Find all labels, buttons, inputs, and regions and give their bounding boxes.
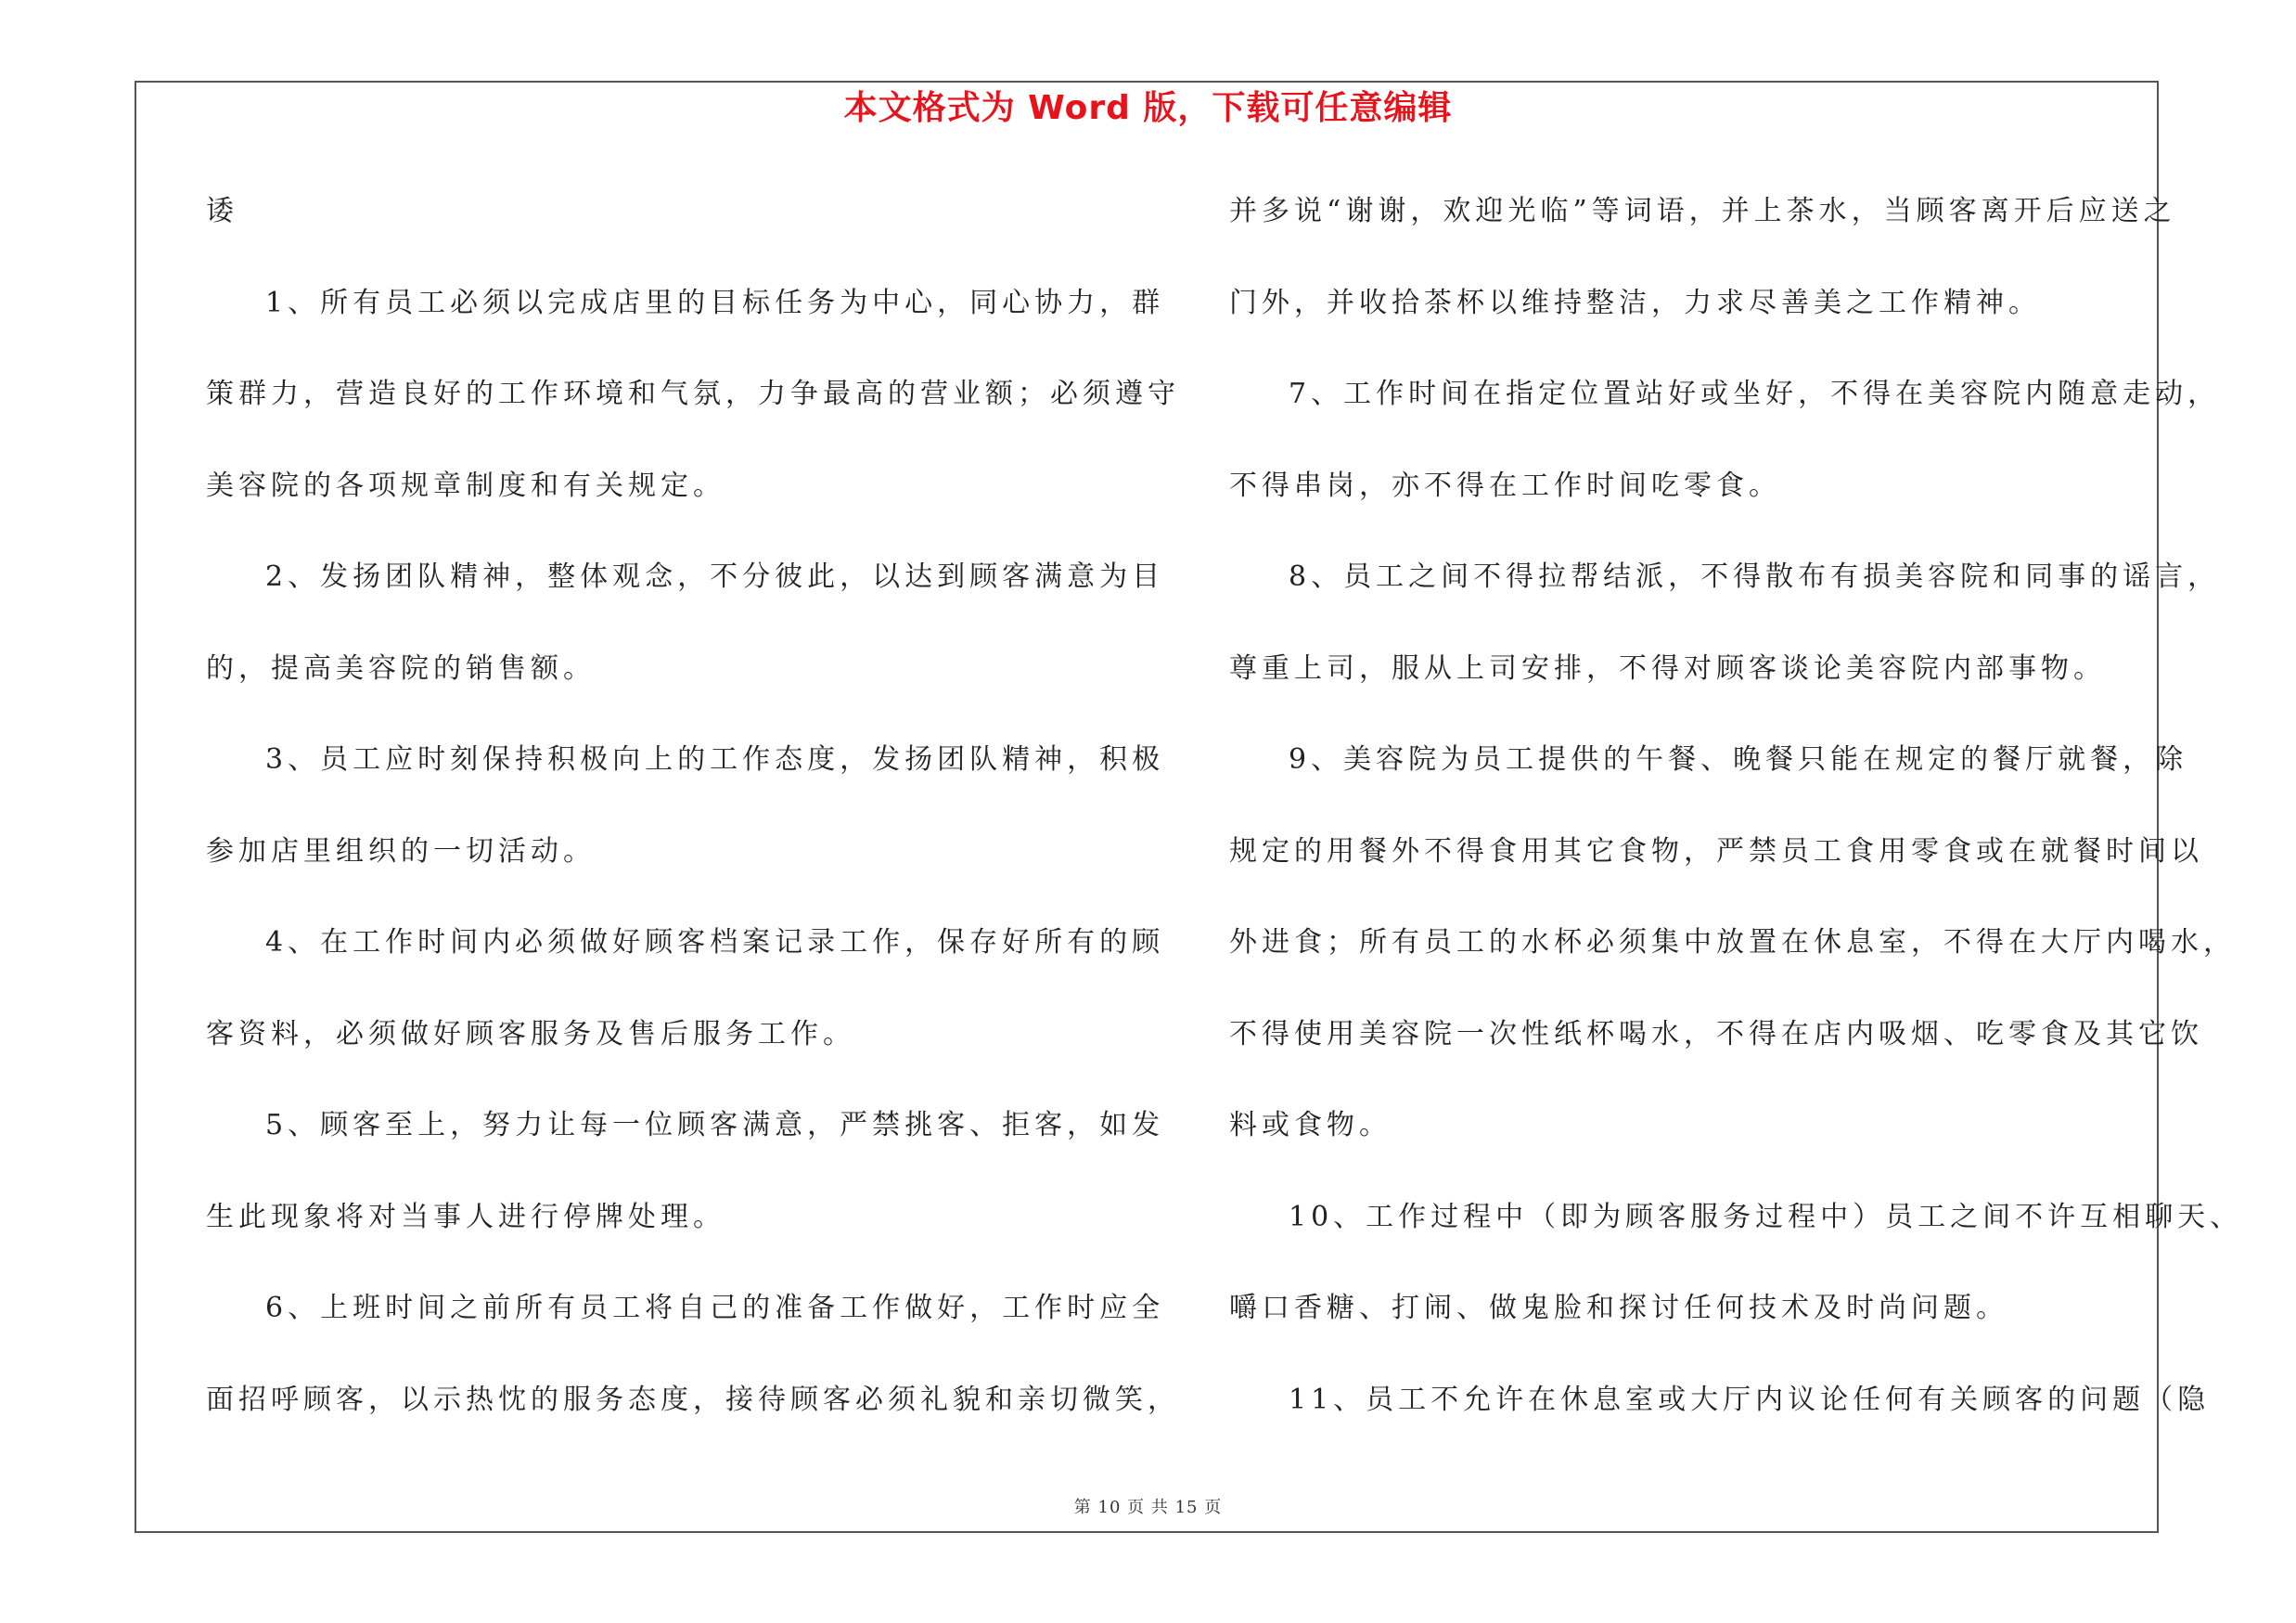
left-line: 策群力，营造良好的工作环境和气氛，力争最高的营业额；必须遵守 (206, 378, 1180, 410)
left-line: 5、顾客至上，努力让每一位顾客满意，严禁挑客、拒客，如发 (265, 1109, 1165, 1141)
right-line: 不得串岗，亦不得在工作时间吃零食。 (1229, 469, 1781, 502)
left-line: 4、在工作时间内必须做好顾客档案记录工作，保存好所有的顾 (265, 926, 1165, 959)
right-line: 规定的用餐外不得食用其它食物，严禁员工食用零食或在就餐时间以 (1229, 834, 2203, 868)
right-line: 10、工作过程中（即为顾客服务过程中）员工之间不许互相聊天、 (1289, 1200, 2243, 1233)
left-text-column (206, 184, 1180, 1463)
left-line: 面招呼顾客，以示热忱的服务态度，接待顾客必须礼貌和亲切微笑， (206, 1383, 1180, 1416)
right-line: 11、员工不允许在休息室或大厅内议论任何有关顾客的问题（隐 (1289, 1383, 2211, 1416)
left-line: 的，提高美容院的销售额。 (206, 651, 596, 685)
right-text-column (1229, 184, 2243, 1463)
left-line: 美容院的各项规章制度和有关规定。 (206, 469, 725, 502)
left-line: 生此现象将对当事人进行停牌处理。 (206, 1200, 725, 1233)
left-line: 6、上班时间之前所有员工将自己的准备工作做好，工作时应全 (265, 1292, 1165, 1324)
right-line: 并多说“谢谢，欢迎光临”等词语，并上茶水，当顾客离开后应送之 (1229, 195, 2176, 227)
right-line: 不得使用美容院一次性纸杯喝水，不得在店内吸烟、吃零食及其它饮 (1229, 1017, 2203, 1050)
page-number-footer: 第 10 页 共 15 页 (1073, 1498, 1223, 1517)
right-line: 7、工作时间在指定位置站好或坐好，不得在美容院内随意走动， (1289, 378, 2221, 410)
right-line: 嚼口香糖、打闹、做鬼脸和探讨任何技术及时尚问题。 (1229, 1292, 2008, 1324)
right-line: 尊重上司，服从上司安排，不得对顾客谈论美容院内部事物。 (1229, 651, 2106, 685)
left-line: 诿 (206, 195, 238, 227)
left-line: 3、员工应时刻保持积极向上的工作态度，发扬团队精神，积极 (265, 743, 1165, 776)
right-line: 门外，并收拾茶杯以维持整洁，力求尽善美之工作精神。 (1229, 286, 2041, 319)
left-line: 客资料，必须做好顾客服务及售后服务工作。 (206, 1017, 855, 1050)
right-line: 9、美容院为员工提供的午餐、晚餐只能在规定的餐厅就餐，除 (1289, 743, 2188, 776)
document-banner: 本文格式为 Word 版，下载可任意编辑 (843, 89, 1453, 127)
left-line: 参加店里组织的一切活动。 (206, 834, 596, 868)
left-line: 1、所有员工必须以完成店里的目标任务为中心，同心协力，群 (265, 286, 1165, 319)
right-line: 料或食物。 (1229, 1109, 1392, 1141)
left-line: 2、发扬团队精神，整体观念，不分彼此，以达到顾客满意为目 (265, 560, 1165, 593)
right-line: 8、员工之间不得拉帮结派，不得散布有损美容院和同事的谣言， (1289, 560, 2221, 593)
right-line: 外进食；所有员工的水杯必须集中放置在休息室，不得在大厅内喝水， (1229, 926, 2236, 959)
